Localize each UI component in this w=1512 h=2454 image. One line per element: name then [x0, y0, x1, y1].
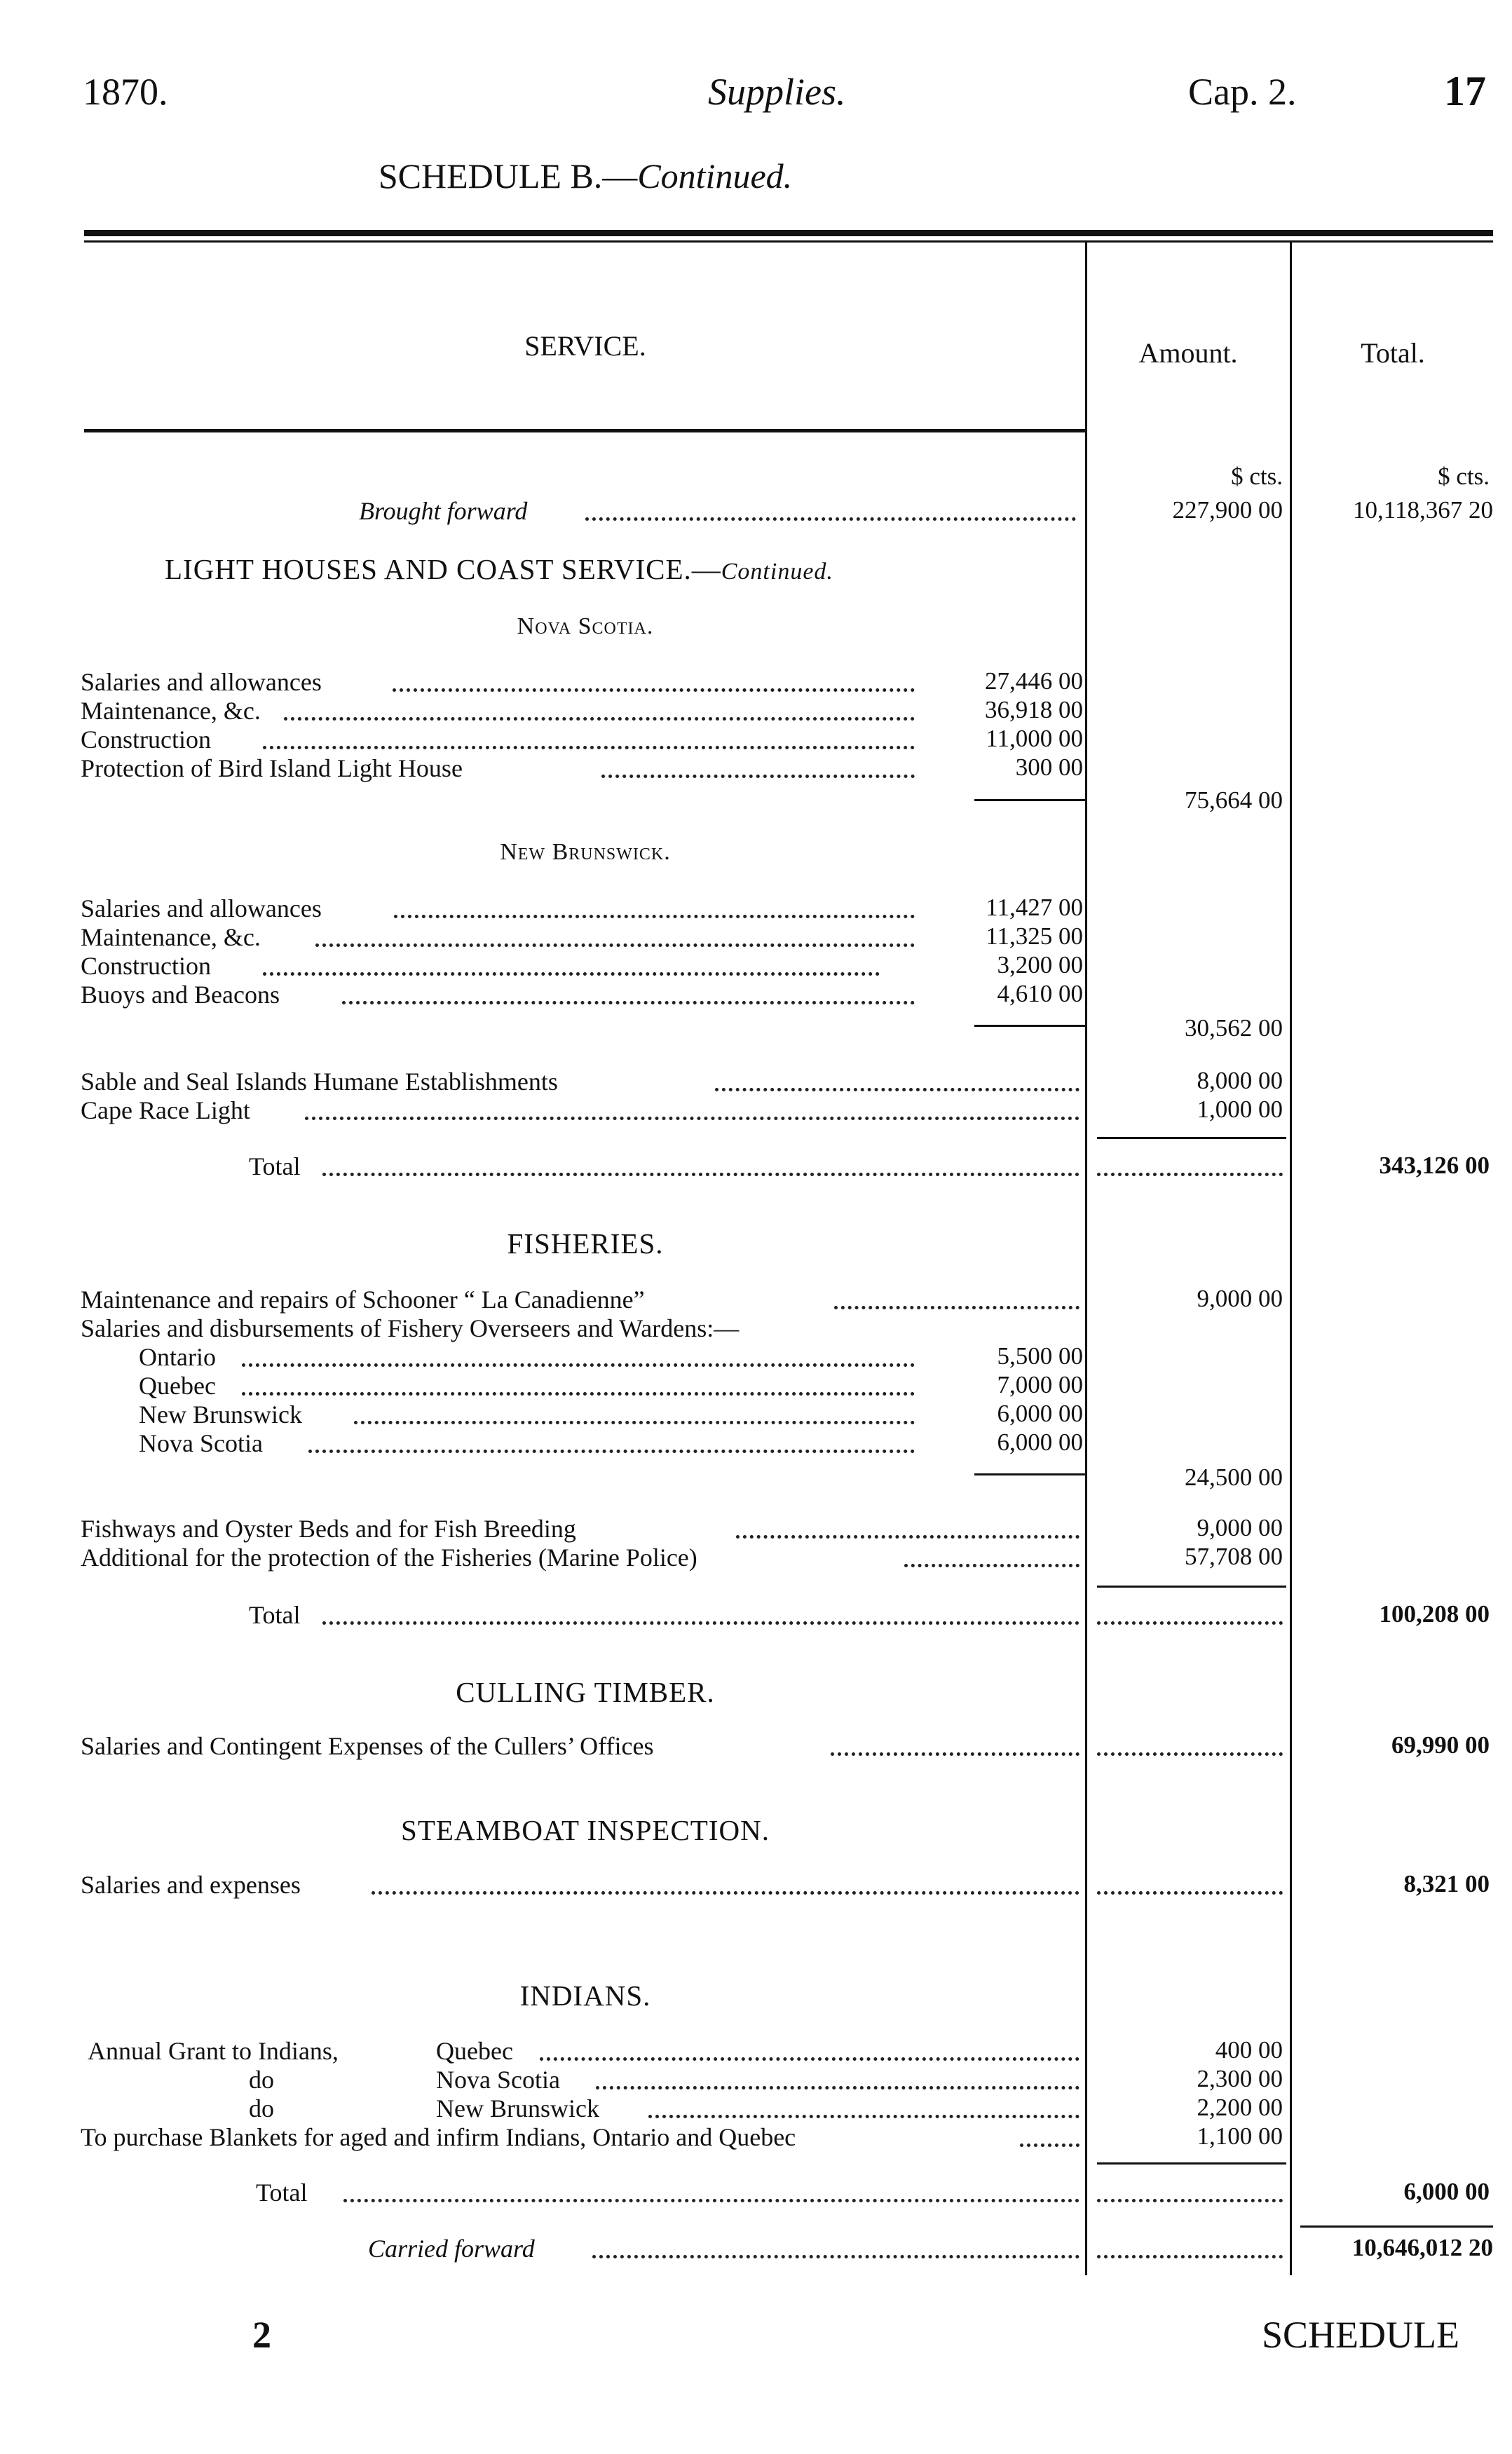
- indians-new-brunswick-amount: 2,200 00: [1197, 2094, 1283, 2121]
- blankets-label: To purchase Blankets for aged and infirm Indians, Ontario and Quebec: [81, 2123, 796, 2151]
- leader-dots: [354, 1421, 915, 1424]
- leader-dots: [1097, 2199, 1283, 2202]
- leader-dots: [343, 2199, 1079, 2202]
- ns-salaries-value: 27,446 00: [985, 667, 1083, 695]
- cape-race-amount: 1,000 00: [1197, 1096, 1283, 1123]
- leader-dots: [1097, 1173, 1283, 1176]
- fish-ontario-value: 5,500 00: [997, 1342, 1083, 1370]
- sable-seal-amount: 8,000 00: [1197, 1067, 1283, 1094]
- fish-quebec-value: 7,000 00: [997, 1371, 1083, 1398]
- lh-total: 343,126 00: [1379, 1152, 1490, 1179]
- catchword: SCHEDULE: [1262, 2314, 1459, 2356]
- total-units: $ cts.: [1438, 463, 1490, 490]
- indians-total-label: Total: [256, 2179, 308, 2207]
- nb-construction-value: 3,200 00: [997, 951, 1083, 979]
- header-cap: Cap. 2.: [1188, 71, 1297, 113]
- column-header-amount: Amount.: [1138, 337, 1238, 369]
- leader-dots: [1020, 2143, 1079, 2147]
- cape-race-label: Cape Race Light: [81, 1096, 250, 1124]
- signature-mark: 2: [252, 2314, 271, 2356]
- fish-nova-scotia-value: 6,000 00: [997, 1429, 1083, 1456]
- lh-total-label: Total: [249, 1152, 301, 1180]
- leader-dots: [596, 2086, 1079, 2090]
- fish-subtotal-rule: [974, 1473, 1085, 1475]
- culling-label: Salaries and Contingent Expenses of the Cullers’ Offices: [81, 1732, 654, 1760]
- leader-dots: [1097, 1891, 1283, 1895]
- steamboat-label: Salaries and expenses: [81, 1871, 301, 1899]
- brought-forward-label: Brought forward: [359, 497, 528, 525]
- service-header-rule: [84, 429, 1087, 432]
- leader-dots: [585, 517, 1076, 521]
- total-column-divider: [1290, 243, 1292, 2275]
- blankets-amount: 1,100 00: [1197, 2122, 1283, 2150]
- brought-forward-amount: 227,900 00: [1172, 496, 1283, 524]
- indians-quebec-label: Quebec: [436, 2037, 513, 2065]
- marine-police-amount: 57,708 00: [1185, 1543, 1283, 1570]
- leader-dots: [315, 943, 915, 947]
- steamboat-total: 8,321 00: [1403, 1870, 1490, 1897]
- leader-dots: [834, 1306, 1079, 1309]
- ns-maintenance-label: Maintenance, &c.: [81, 697, 261, 725]
- fish-quebec-label: Quebec: [139, 1372, 216, 1400]
- leader-dots: [648, 2115, 1079, 2118]
- leader-dots: [284, 717, 915, 721]
- fish-amount-rule: [1097, 1586, 1286, 1588]
- leader-dots: [831, 1752, 1079, 1756]
- schooner-amount: 9,000 00: [1197, 1285, 1283, 1312]
- leader-dots: [393, 688, 915, 692]
- fish-subtotal: 24,500 00: [1185, 1464, 1283, 1491]
- ns-construction-value: 11,000 00: [986, 725, 1083, 752]
- ns-bird-island-label: Protection of Bird Island Light House: [81, 754, 463, 782]
- ns-maintenance-value: 36,918 00: [985, 696, 1083, 723]
- indians-grant-prefix: Annual Grant to Indians,: [88, 2037, 339, 2065]
- leader-dots: [1097, 2255, 1283, 2258]
- fisheries-heading: FISHERIES.: [507, 1227, 664, 1260]
- nb-salaries-label: Salaries and allowances: [81, 894, 322, 922]
- leader-dots: [322, 1173, 1079, 1176]
- fish-total-label: Total: [249, 1601, 301, 1629]
- leader-dots: [242, 1363, 915, 1367]
- leader-dots: [715, 1088, 1079, 1091]
- leader-dots: [540, 2057, 1079, 2061]
- ns-construction-label: Construction: [81, 725, 211, 754]
- indians-heading: INDIANS.: [519, 1979, 651, 2012]
- nb-buoys-value: 4,610 00: [997, 980, 1083, 1007]
- amount-units: $ cts.: [1231, 463, 1283, 490]
- carried-forward-label: Carried forward: [368, 2235, 535, 2263]
- leader-dots: [1097, 1752, 1283, 1756]
- top-rule-thin: [84, 240, 1493, 243]
- nb-subtotal: 30,562 00: [1185, 1014, 1283, 1042]
- leader-dots: [372, 1891, 1079, 1895]
- lh-amount-rule: [1097, 1137, 1286, 1139]
- indians-new-brunswick-label: New Brunswick: [436, 2094, 599, 2122]
- fish-ontario-label: Ontario: [139, 1343, 216, 1371]
- fish-new-brunswick-label: New Brunswick: [139, 1400, 302, 1429]
- indians-do-1: do: [249, 2066, 274, 2094]
- leader-dots: [736, 1535, 1079, 1539]
- leader-dots: [394, 915, 915, 918]
- fishways-label: Fishways and Oyster Beds and for Fish Breeding: [81, 1515, 576, 1543]
- ns-bird-island-value: 300 00: [1015, 754, 1083, 781]
- schedule-title: [84, 156, 1087, 196]
- column-header-service: SERVICE.: [524, 330, 646, 362]
- leader-dots: [242, 1392, 915, 1396]
- leader-dots: [263, 972, 880, 976]
- indians-nova-scotia-amount: 2,300 00: [1197, 2065, 1283, 2092]
- schooner-label: Maintenance and repairs of Schooner “ La Canadienne”: [81, 1286, 645, 1314]
- leader-dots: [904, 1564, 1079, 1567]
- new-brunswick-heading: New Brunswick.: [500, 839, 671, 865]
- overseers-label: Salaries and disbursements of Fishery Overseers and Wardens:—: [81, 1314, 740, 1342]
- schedule-title-continued: Continued.: [637, 156, 793, 196]
- indians-do-2: do: [249, 2094, 274, 2122]
- marine-police-label: Additional for the protection of the Fisheries (Marine Police): [81, 1543, 697, 1572]
- nb-maintenance-value: 11,325 00: [986, 922, 1083, 950]
- nb-construction-label: Construction: [81, 952, 211, 980]
- nova-scotia-heading: Nova Scotia.: [517, 613, 654, 639]
- leader-dots: [1097, 1621, 1283, 1625]
- fish-nova-scotia-label: Nova Scotia: [139, 1429, 263, 1457]
- indians-total: 6,000 00: [1403, 2178, 1490, 2205]
- light-houses-heading-main: LIGHT HOUSES AND COAST SERVICE.—: [165, 553, 721, 585]
- carried-forward-total: 10,646,012 20: [1351, 2234, 1493, 2261]
- culling-total: 69,990 00: [1391, 1731, 1490, 1759]
- light-houses-heading-continued: Continued.: [721, 559, 833, 585]
- header-title: Supplies.: [708, 71, 846, 113]
- sable-seal-label: Sable and Seal Islands Humane Establishments: [81, 1068, 558, 1096]
- indians-quebec-amount: 400 00: [1215, 2036, 1283, 2064]
- ns-subtotal-rule: [974, 799, 1085, 801]
- leader-dots: [592, 2255, 1079, 2258]
- nb-salaries-value: 11,427 00: [986, 894, 1083, 921]
- brought-forward-total: 10,118,367 20: [1353, 496, 1493, 524]
- nb-maintenance-label: Maintenance, &c.: [81, 923, 261, 951]
- ns-subtotal: 75,664 00: [1185, 786, 1283, 814]
- column-header-total: Total.: [1361, 337, 1425, 369]
- indians-nova-scotia-label: Nova Scotia: [436, 2066, 560, 2094]
- nb-subtotal-rule: [974, 1025, 1085, 1027]
- steamboat-heading: STEAMBOAT INSPECTION.: [401, 1814, 770, 1846]
- page-number: 17: [1444, 68, 1486, 114]
- schedule-title-main: SCHEDULE B.—: [378, 156, 638, 196]
- top-rule-thick: [84, 230, 1493, 236]
- fish-new-brunswick-value: 6,000 00: [997, 1400, 1083, 1427]
- nb-buoys-label: Buoys and Beacons: [81, 981, 280, 1009]
- leader-dots: [601, 775, 915, 778]
- leader-dots: [305, 1117, 1079, 1120]
- ns-salaries-label: Salaries and allowances: [81, 668, 322, 696]
- leader-dots: [263, 746, 915, 749]
- leader-dots: [322, 1621, 1079, 1625]
- leader-dots: [342, 1001, 915, 1004]
- light-houses-heading: [165, 552, 833, 586]
- header-year: 1870.: [83, 71, 168, 113]
- carried-forward-rule: [1300, 2225, 1493, 2228]
- fishways-amount: 9,000 00: [1197, 1514, 1283, 1541]
- indians-amount-rule: [1097, 2162, 1286, 2165]
- leader-dots: [308, 1450, 915, 1453]
- fish-total: 100,208 00: [1379, 1600, 1490, 1628]
- culling-heading: CULLING TIMBER.: [456, 1676, 715, 1708]
